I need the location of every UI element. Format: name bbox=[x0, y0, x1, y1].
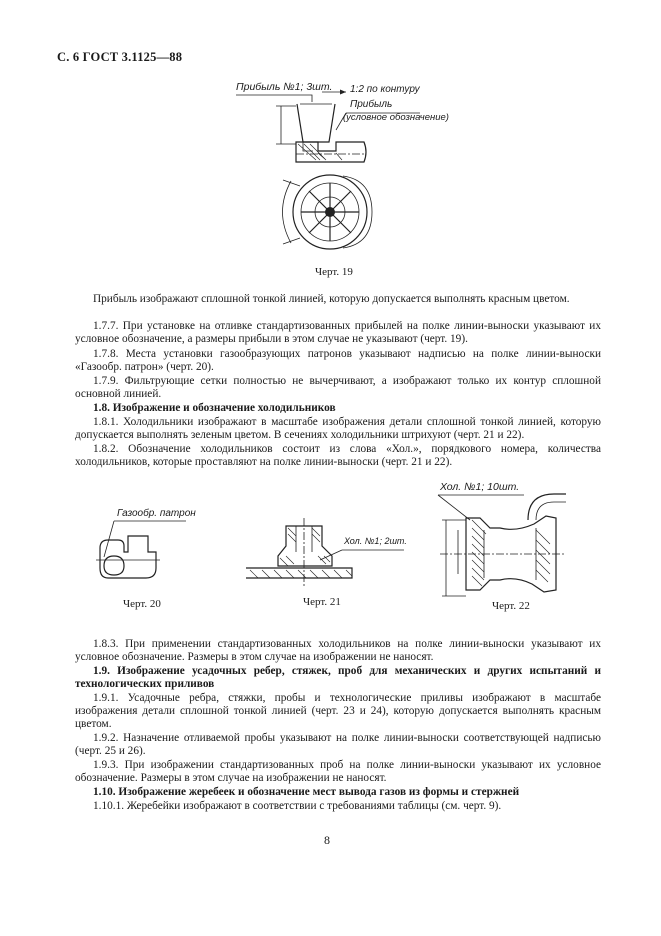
fig21-caption: Черт. 21 bbox=[303, 596, 341, 608]
page-number: 8 bbox=[324, 833, 330, 847]
heading-1-8: 1.8. Изображение и обозначение холодильников bbox=[93, 402, 336, 414]
page-header: С. 6 ГОСТ 3.1125—88 bbox=[57, 50, 183, 64]
paragraph-1-9-3: 1.9.3. При изображении стандартизованных проб на полке линии-выноски указывают их условное обозначение. Размеры в этом случае на изображении не наносят. bbox=[75, 759, 601, 784]
paragraph-1-9-2: 1.9.2. Назначение отливаемой пробы указывают на полке линии-выноски соответствующей надписью (черт. 25 и 26). bbox=[75, 732, 601, 757]
paragraph-pribyl: Прибыль изображают сплошной тонкой линией, которую допускается выполнять красным цветом. bbox=[93, 293, 570, 305]
fig19-label-uslovnoe: (условное обозначение) bbox=[343, 112, 449, 123]
paragraph-1-8-1: 1.8.1. Холодильники изображают в масштабе изображения детали сплошной тонкой линией, которую допускается выполнять зеленым цветом. В сечениях холодильники штрихуют (черт. 21 и 22). bbox=[75, 416, 601, 441]
fig19-label-pribyl: Прибыль bbox=[350, 99, 393, 110]
paragraph-1-8-3: 1.8.3. При применении стандартизованных холодильников на полке линии-выноски указывают их условное обозначение. Размеры в этом случае на изображении не наносят. bbox=[75, 638, 601, 663]
heading-1-10: 1.10. Изображение жеребеек и обозначение мест вывода газов из формы и стержней bbox=[93, 786, 520, 798]
fig19-caption: Черт. 19 bbox=[315, 266, 353, 278]
fig22-label: Хол. №1; 10шт. bbox=[440, 481, 520, 493]
fig22-drawing bbox=[0, 0, 661, 160]
paragraph-1-7-7: 1.7.7. При установке на отливке стандартизованных прибылей на полке линии-выноски указывают их условное обозначение, а размеры прибыли в этом случае не указывают (черт. 19). bbox=[75, 320, 601, 345]
fig20-caption: Черт. 20 bbox=[123, 598, 161, 610]
paragraph-1-9-1: 1.9.1. Усадочные ребра, стяжки, пробы и технологические приливы изображают в масштабе изображения детали сплошной тонкой линией (черт. 23 и 24), которую допускается выполнять красным цветом. bbox=[75, 692, 601, 730]
fig19-label-pribyl-number: Прибыль №1; 3шт. bbox=[236, 81, 333, 93]
heading-1-9: 1.9. Изображение усадочных ребер, стяжек, проб для механических и других испытаний и технологических приливов bbox=[75, 665, 601, 690]
paragraph-1-10-1: 1.10.1. Жеребейки изображают в соответствии с требованиями таблицы (см. черт. 9). bbox=[93, 800, 502, 812]
paragraph-1-8-2: 1.8.2. Обозначение холодильников состоит из слова «Хол.», порядкового номера, количества холодильников, которые проставляют на полке линии-выноски (черт. 21 и 22). bbox=[75, 443, 601, 468]
fig21-label: Хол. №1; 2шт. bbox=[344, 536, 407, 546]
paragraph-1-7-9: 1.7.9. Фильтрующие сетки полностью не вычерчивают, а изображают только их контур сплошной основной линией. bbox=[75, 375, 601, 400]
fig19-label-scale: 1:2 по контуру bbox=[350, 84, 420, 95]
fig22-caption: Черт. 22 bbox=[492, 600, 530, 612]
paragraph-1-7-8: 1.7.8. Места установки газообразующих патронов указывают надписью на полке линии-выноски «Газообр. патрон» (черт. 20). bbox=[75, 348, 601, 373]
fig20-label: Газообр. патрон bbox=[117, 508, 196, 519]
